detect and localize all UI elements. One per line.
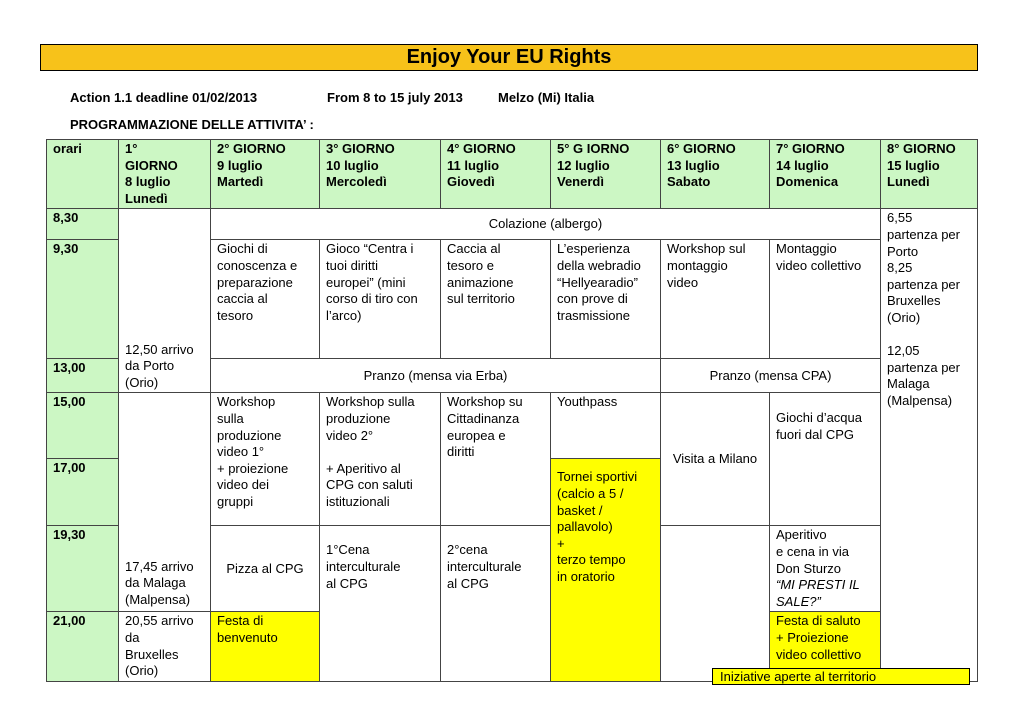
project-place: Melzo (Mi) Italia [498, 90, 595, 105]
time-930: 9,30 [47, 240, 119, 359]
day8-departures: 6,55 partenza per Porto 8,25 partenza per Bruxelles (Orio) 12,05 partenza per Malaga (Malpensa) [881, 209, 978, 681]
day5-afternoon: Youthpass [551, 393, 661, 459]
header-day-3: 3° GIORNO 10 luglio Mercoledì [320, 140, 441, 209]
program-heading: PROGRAMMAZIONE DELLE ATTIVITA’ : [70, 117, 314, 132]
header-day-7: 7° GIORNO 14 luglio Domenica [770, 140, 881, 209]
day4-afternoon: Workshop su Cittadinanza europea e diritti [441, 393, 551, 526]
day7-evening-party: Festa di saluto + Proiezione video collettivo [770, 612, 881, 681]
day2-dinner: Pizza al CPG [211, 526, 320, 612]
time-830: 8,30 [47, 209, 119, 240]
day2-afternoon: Workshop sulla produzione video 1° + proiezione video dei gruppi [211, 393, 320, 526]
day7-aperitivo: Aperitivo e cena in via Don Sturzo “MI PRESTI IL SALE?” [770, 526, 881, 612]
day2-morning: Giochi di conoscenza e preparazione caccia al tesoro [211, 240, 320, 359]
lunch-cpa-cell: Pranzo (mensa CPA) [661, 359, 881, 393]
time-2100: 21,00 [47, 612, 119, 681]
time-1500: 15,00 [47, 393, 119, 459]
lunch-erba-cell: Pranzo (mensa via Erba) [211, 359, 661, 393]
day1-arrival-malaga: 17,45 arrivo da Malaga (Malpensa) [119, 393, 211, 612]
day4-evening: 2°cena interculturale al CPG [441, 526, 551, 681]
page-title: Enjoy Your EU Rights [406, 46, 612, 68]
time-1930: 19,30 [47, 526, 119, 612]
header-day-6: 6° GIORNO 13 luglio Sabato [661, 140, 770, 209]
header-day-8: 8° GIORNO 15 luglio Lunedì [881, 140, 978, 209]
time-1700: 17,00 [47, 459, 119, 526]
day6-morning: Workshop sul montaggio video [661, 240, 770, 359]
day3-afternoon: Workshop sulla produzione video 2° + Aperitivo al CPG con saluti istituzionali [320, 393, 441, 526]
time-1300: 13,00 [47, 359, 119, 393]
header-orari: orari [47, 140, 119, 209]
day2-evening-party: Festa di benvenuto [211, 612, 320, 681]
day5-evening-sports: Tornei sportivi (calcio a 5 / basket / pallavolo) + terzo tempo in oratorio [551, 459, 661, 681]
header-day-2: 2° GIORNO 9 luglio Martedì [211, 140, 320, 209]
day7-morning: Montaggio video collettivo [770, 240, 881, 359]
project-dates: From 8 to 15 july 2013 [327, 90, 463, 105]
header-day-1: 1° GIORNO 8 luglio Lunedì [119, 140, 211, 209]
header-day-4: 4° GIORNO 11 luglio Giovedì [441, 140, 551, 209]
schedule-table [46, 139, 978, 682]
day1-arrival-porto: 12,50 arrivo da Porto (Orio) [119, 209, 211, 393]
day1-arrival-bruxelles: 20,55 arrivo da Bruxelles (Orio) [119, 612, 211, 681]
day6-afternoon: Visita a Milano [661, 393, 770, 526]
legend-box: Iniziative aperte al territorio [712, 668, 970, 685]
action-deadline: Action 1.1 deadline 01/02/2013 [70, 90, 258, 105]
breakfast-cell: Colazione (albergo) [211, 209, 881, 240]
day7-afternoon: Giochi d’acqua fuori dal CPG [770, 393, 881, 526]
header-row [47, 140, 978, 209]
day3-morning: Gioco “Centra i tuoi diritti europei” (mini corso di tiro con l’arco) [320, 240, 441, 359]
day3-evening: 1°Cena interculturale al CPG [320, 526, 441, 681]
title-banner [40, 44, 978, 71]
day5-morning: L’esperienza della webradio “Hellyearadio” con prove di trasmissione [551, 240, 661, 359]
day6-evening-empty [661, 526, 770, 681]
day4-morning: Caccia al tesoro e animazione sul territorio [441, 240, 551, 359]
header-day-5: 5° G IORNO 12 luglio Venerdì [551, 140, 661, 209]
